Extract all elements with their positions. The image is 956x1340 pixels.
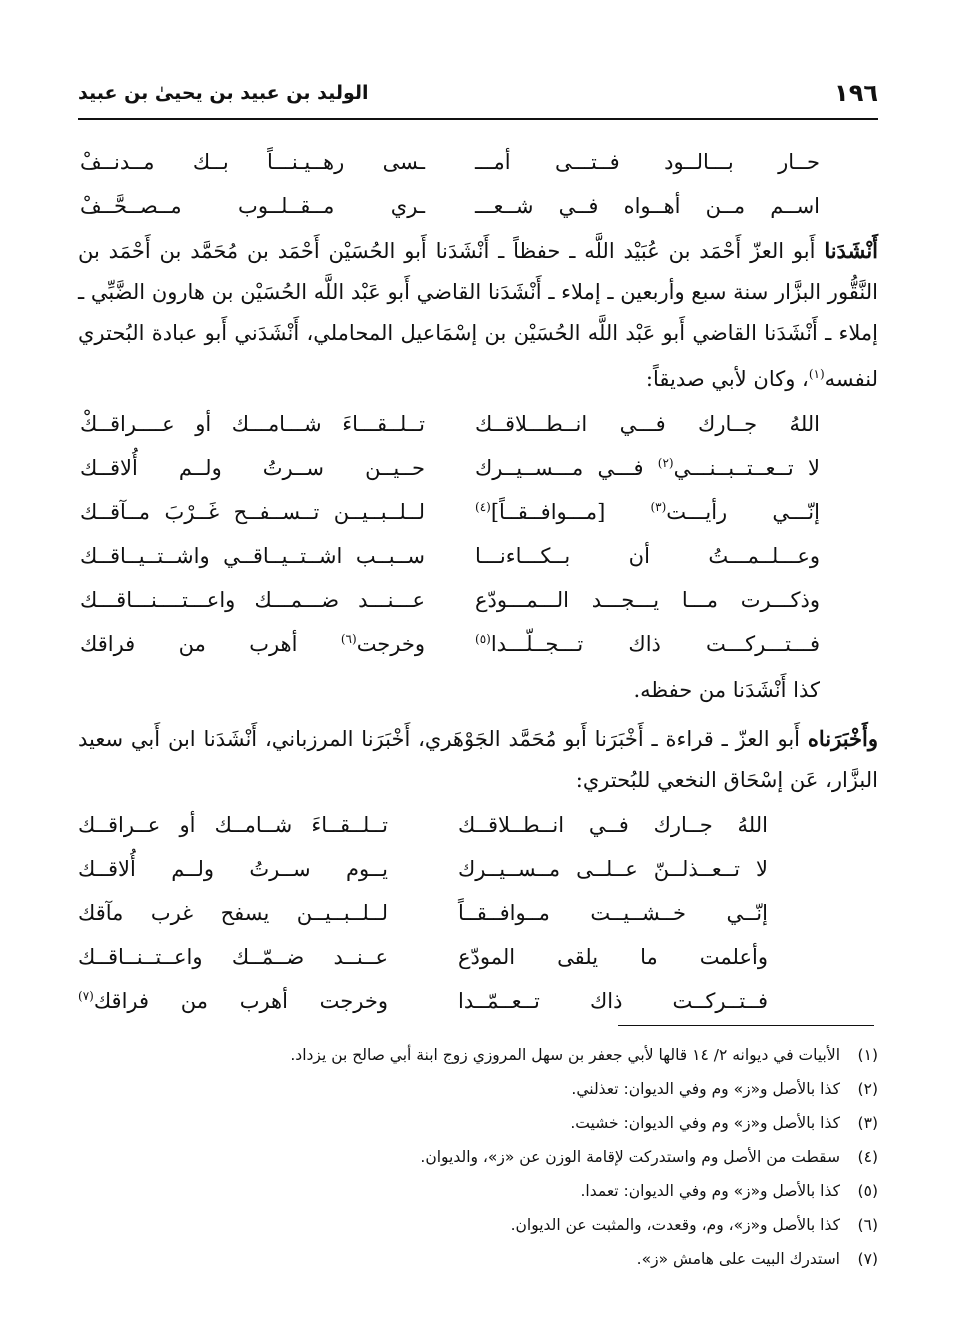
- footnote: [78, 1072, 878, 1106]
- footnote-text: الأبيات في ديوانه ٢/ ١٤ قالها لأبي جعفر بن سهل المروزي زوج ابنة أبي صالح بن يزداد.: [290, 1046, 840, 1064]
- verse-line: [78, 578, 878, 622]
- verse-text: فـــتـــركـــت ذاك تـــجــلّـــدا: [490, 632, 820, 656]
- verse-hemistich-1: وعـــلــمـــتُ أن بــكـــاءنـــا: [475, 544, 820, 568]
- verse-line: [78, 935, 878, 979]
- verse-group-b: [78, 402, 878, 666]
- verse-hemistich-2: حــيــن ســرتُ ولــم أُلاقــك: [80, 456, 425, 480]
- verse-hemistich-1: وذكـــرت مـــا يـــجـــد الـــمـــودّع: [475, 588, 820, 612]
- footnote-text: كذا بالأصل و«ز» وم وفي الديوان: تعمدا.: [580, 1182, 840, 1200]
- prose-paragraph-1: [78, 230, 878, 400]
- paragraph-lead-word: أَنْشَدَنا: [824, 238, 878, 263]
- footnotes: [78, 1038, 878, 1276]
- verse-hemistich-1: إنّــي خــشــيــت مــوافــقــاً: [458, 901, 768, 925]
- main-text: [78, 140, 878, 1023]
- footnote-text: سقطت من الأصل وم واستدركت لإقامة الوزن عن «ز»، والديوان.: [420, 1148, 840, 1166]
- footnote-ref: (١): [808, 367, 825, 381]
- verse-group-a: [78, 140, 878, 228]
- verse-line: [78, 490, 878, 534]
- footnote-number: (٣): [857, 1114, 878, 1132]
- footnote-number: (٤): [857, 1148, 878, 1166]
- footnote: [78, 1242, 878, 1276]
- footnote-ref: (٦): [340, 632, 357, 646]
- verse-text: أهرب من فراقك: [80, 632, 298, 656]
- verse-line: [78, 140, 878, 184]
- paragraph-text: أَبو العزّ ـ قراءة ـ أَخْبَرَنا أَبو مُحَمَّد الجَوْهَري، أَخْبَرَنا المرزباني، أَنْشَدَنا ابن أَبي سعيد البزَّار، عَن إسْحَاق النخعي للبُحتري:: [78, 727, 878, 792]
- footnote-number: (٧): [857, 1250, 878, 1268]
- footnote: [78, 1208, 878, 1242]
- verse-line: [78, 803, 878, 847]
- verse-hemistich-1: [475, 632, 878, 656]
- paragraph-text: أَبو العزّ أَحْمَد بن عُبَيْد اللَّه ـ حفظاً ـ أَنْشَدَنا أَبو الحُسَيْن أَحْمَد بن مُحَمَّد بن أَحْمَد بن النَّقُّور البزَّار سنة سبع وأربعين ـ إملاء ـ أَنْشَدَنا القاضي أَبو عَبْد اللَّه الحُسَيْن بن هارون الضَّبِّي ـ إملاء ـ أَنْشَدَنا القاضي أَبو عَبْد اللَّه الحُسَيْن بن إسْمَاعيل المحاملي، أَنْشَدَني أَبو عبادة البُحتري لنفسه: [78, 239, 878, 391]
- verse-line: [78, 622, 878, 666]
- verse-hemistich-2: [78, 989, 388, 1013]
- footnote-ref: (٥): [475, 632, 491, 646]
- paragraph-lead-word: وأَخْبَرَناه: [807, 726, 878, 751]
- footnote: [78, 1038, 878, 1072]
- page-number: ١٩٦: [834, 79, 878, 107]
- footnote-number: (٦): [857, 1216, 878, 1234]
- footnote-number: (١): [857, 1046, 878, 1064]
- verse-hemistich-2: يــوم ســرتُ ولــم أُلاقــك: [78, 857, 388, 881]
- verse-hemistich-1: فــتــركــت ذاك تــعــمّــدا: [458, 989, 768, 1013]
- verse-hemistich-2: لــلــبــيــن تــســفــح غَــرْبَ مــآقــك: [80, 500, 425, 524]
- footnote-ref: (٢): [657, 456, 674, 470]
- footnote-text: كذا بالأصل و«ز» وم وفي الديوان: تعذلني.: [571, 1080, 840, 1098]
- verse-hemistich-2: [80, 632, 425, 656]
- verse-line: [78, 891, 878, 935]
- verse-hemistich-2: تــلــقــاءَ شــامــك أو عــراقــك: [78, 813, 388, 837]
- footnote-number: (٥): [857, 1182, 878, 1200]
- footnote-text: كذا بالأصل و«ز»، وم، وقعدت، والمثبت عن الديوان.: [510, 1216, 840, 1234]
- footnote-ref: (٤): [475, 500, 491, 514]
- footnote-ref: (٧): [78, 989, 94, 1003]
- footnote-rule: [618, 1025, 874, 1026]
- verse-hemistich-1: [475, 456, 878, 480]
- header-rule: [78, 118, 878, 120]
- verse-hemistich-2: ســبــب اشــتــيــاقــي واشــتــيــاقــك: [80, 544, 425, 568]
- verse-line: [78, 184, 878, 228]
- verse-hemistich-2: تــلــقـــاءَ شـــامـــك أو عــــراقــكْ: [80, 412, 425, 436]
- verse-hemistich-1: [475, 500, 878, 524]
- verse-text: وخرجت: [356, 632, 425, 656]
- verse-line: [78, 979, 878, 1023]
- verse-line: [78, 402, 878, 446]
- prose-paragraph-2: [78, 718, 878, 801]
- footnote-number: (٢): [857, 1080, 878, 1098]
- verse-hemistich-2: عـــنـــد ضـــمـــك واعـــتــــنـــاقـــك: [80, 588, 425, 612]
- verse-text: [مـــوافــقــاً]: [490, 500, 606, 524]
- verse-text: وخرجت أهرب من فراقك: [93, 989, 388, 1013]
- footnote-ref: (٣): [650, 500, 667, 514]
- verse-line: [78, 847, 878, 891]
- running-title: الوليد بن عبيد بن يحيىٰ بن عبيد: [78, 82, 369, 104]
- footnote-text: استدرك البيت على هامش «ز».: [636, 1250, 840, 1268]
- note-line: كذا أَنْشَدَنا من حفظه.: [633, 678, 820, 702]
- verse-hemistich-2: عــنــد ضــمّــك واعــتــنــاقــك: [78, 945, 388, 969]
- paragraph-tail: ، وكان لأبي صديقاً:: [645, 367, 809, 391]
- verse-hemistich-1: وأعلمت ما يلقى المودّع: [458, 945, 768, 969]
- verse-hemistich-1: اســم مــن أهــواه فــي شــعـــ: [475, 194, 820, 218]
- footnote: [78, 1106, 878, 1140]
- verse-line: [78, 446, 878, 490]
- verse-text: فـــي مـــســيــرك: [475, 456, 644, 480]
- verse-hemistich-1: حــار بـــالــود فــتـــى أمـــ: [475, 150, 820, 174]
- verse-text: إنّـــي رأيـــت: [666, 500, 820, 524]
- page-header: [78, 70, 878, 116]
- verse-line: [78, 534, 878, 578]
- footnote: [78, 1174, 878, 1208]
- verse-hemistich-1: اللهُ جــارك فــي انــطــلاقــك: [458, 813, 768, 837]
- verse-group-c: [78, 803, 878, 1023]
- footnote: [78, 1140, 878, 1174]
- footnote-text: كذا بالأصل و«ز» وم وفي الديوان: خشيت.: [570, 1114, 840, 1132]
- verse-hemistich-2: ـري مــقــلــوب مــصــحَّــفْ: [80, 194, 425, 218]
- verse-hemistich-2: لــلــبــيــن يسفح غرب مآقك: [78, 901, 388, 925]
- verse-hemistich-2: ـسى رهــيـنـــاً بــك مــدنــفْ: [80, 150, 425, 174]
- verse-hemistich-1: اللهُ جــارك فـــي انــطـــلاقــك: [475, 412, 820, 436]
- verse-text: لا تــعــتــبــنـــي: [673, 456, 820, 480]
- verse-hemistich-1: لا تــعــذلــنّ عــلــى مــســيــرك: [458, 857, 768, 881]
